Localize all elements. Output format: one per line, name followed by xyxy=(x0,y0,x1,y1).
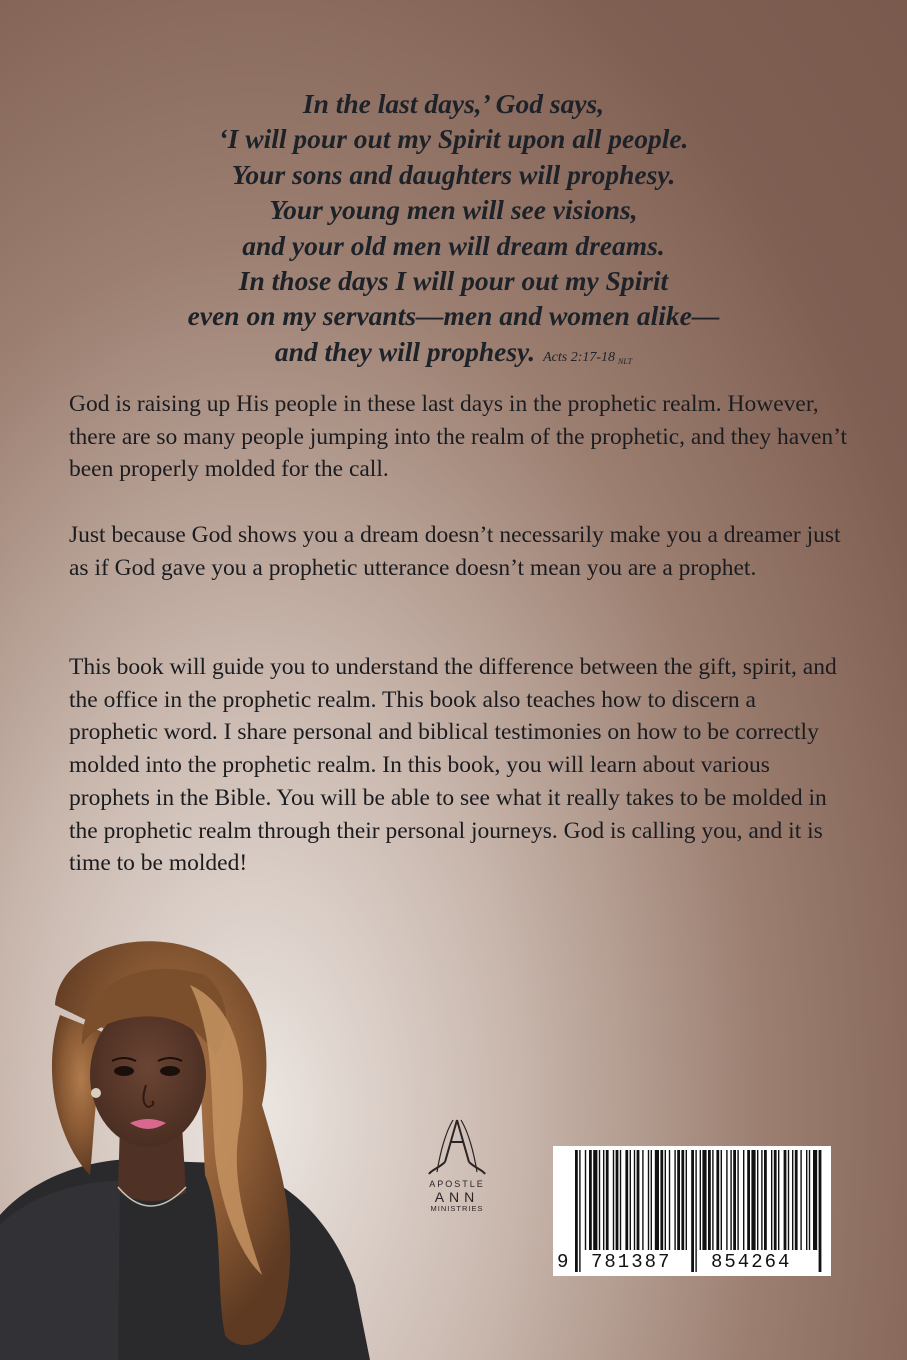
logo-word-ann: ANN xyxy=(434,1189,480,1205)
description-paragraph-1: God is raising up His people in these last days in the prophetic realm. However, there are so many people jumping into the realm of the prophetic, and they haven’t been properly molded for the call. xyxy=(69,391,848,483)
barcode-bar xyxy=(726,1150,727,1250)
barcode-digit-prefix: 9 xyxy=(557,1251,571,1273)
apostle-ann-ministries-logo xyxy=(408,1118,506,1214)
barcode-bar xyxy=(795,1150,798,1250)
barcode-bar xyxy=(681,1150,684,1250)
quote-line: ‘I will pour out my Spirit upon all people. xyxy=(218,123,689,155)
barcode-bar xyxy=(747,1150,750,1250)
barcode-bar xyxy=(761,1150,762,1250)
barcode-bar xyxy=(585,1150,586,1250)
barcode-bar xyxy=(603,1150,604,1250)
logo-word-apostle: APOSTLE xyxy=(429,1179,485,1189)
barcode-bar xyxy=(771,1150,772,1250)
stylized-double-a-logo-icon xyxy=(427,1118,487,1176)
barcode-bar xyxy=(809,1150,810,1250)
barcode-bar xyxy=(669,1150,670,1250)
scripture-quote xyxy=(60,86,847,379)
logo-word-ministries: MINISTRIES xyxy=(430,1204,484,1213)
barcode-bar xyxy=(593,1150,597,1250)
barcode-bar xyxy=(757,1150,758,1250)
barcode-bar xyxy=(686,1150,687,1250)
barcode-bar xyxy=(665,1150,666,1250)
quote-line: even on my servants—men and women alike— xyxy=(187,300,720,332)
barcode-bar xyxy=(620,1150,621,1250)
barcode-bar xyxy=(737,1150,738,1250)
barcode-bar xyxy=(642,1150,643,1250)
barcode-bar xyxy=(702,1150,706,1250)
quote-line: Your sons and daughters will prophesy. xyxy=(231,158,676,190)
barcode-bar xyxy=(599,1150,600,1250)
barcode-bar xyxy=(774,1150,777,1250)
barcode-bar xyxy=(634,1150,635,1250)
barcode-bar xyxy=(695,1150,696,1272)
barcode-bar xyxy=(730,1150,731,1250)
barcode-bar xyxy=(625,1150,628,1250)
barcode-bar xyxy=(751,1150,755,1250)
quote-line: and your old men will dream dreams. xyxy=(242,229,665,261)
barcode-bar xyxy=(700,1150,701,1250)
quote-line: In those days I will pour out my Spirit xyxy=(238,265,669,297)
barcode-bar xyxy=(674,1150,675,1250)
barcode-bar xyxy=(613,1150,614,1250)
barcode-digits-right: 854264 xyxy=(711,1251,792,1273)
scripture-reference: Acts 2:17-18 xyxy=(543,349,616,365)
quote-line: Your young men will see visions, xyxy=(269,194,638,226)
barcode-bar xyxy=(712,1150,713,1250)
barcode-bar xyxy=(630,1150,631,1250)
description-paragraph-2: Just because God shows you a dream doesn’t necessarily make you a dreamer just as if God gave you a prophetic utterance doesn’t mean you are a prophet. xyxy=(69,522,841,581)
barcode-bar xyxy=(579,1150,580,1272)
isbn-barcode xyxy=(553,1146,831,1276)
barcode-bar xyxy=(616,1150,619,1250)
barcode-digits-left: 781387 xyxy=(591,1251,672,1273)
barcode-bar xyxy=(648,1150,649,1250)
barcode-bar xyxy=(660,1150,663,1250)
quote-line: In the last days,’ God says, xyxy=(302,88,605,119)
barcode-bar xyxy=(792,1150,793,1250)
barcode-bar xyxy=(691,1150,694,1272)
barcode-bar xyxy=(784,1150,787,1250)
barcode-bar xyxy=(819,1150,822,1272)
barcode-bar xyxy=(606,1150,609,1250)
barcode-bar xyxy=(651,1150,652,1250)
barcode-bar xyxy=(764,1150,767,1250)
description-paragraph-3: This book will guide you to understand the difference between the gift, spirit, and the office in the prophetic realm. This book also teaches how to discern a prophetic word. I share personal and biblical testimonies on how to be correctly molded into the prophetic realm. In this book, you will learn about various prophets in the Bible. You will be able to see what it really takes to be molded in the prophetic realm through their personal journeys. God is calling you, and it is time to be molded! xyxy=(69,654,837,877)
barcode-bar xyxy=(800,1150,801,1250)
barcode-bar xyxy=(655,1150,659,1250)
quote-line-last xyxy=(60,334,847,379)
barcode-bar xyxy=(813,1150,817,1250)
barcode-bar xyxy=(716,1150,719,1250)
quote-line-text: and they will prophesy. xyxy=(274,335,536,367)
barcode-bar xyxy=(778,1150,779,1250)
bible-version: NLT xyxy=(618,356,633,366)
barcode-bar xyxy=(708,1150,711,1250)
barcode-bar xyxy=(721,1150,722,1250)
barcode-bar xyxy=(806,1150,807,1250)
barcode-bar xyxy=(788,1150,789,1250)
barcode-bar xyxy=(575,1150,578,1272)
barcode-bar xyxy=(637,1150,640,1250)
barcode-bar xyxy=(743,1150,744,1250)
author-portrait xyxy=(0,925,400,1360)
barcode-bar xyxy=(589,1150,592,1250)
barcode-bar xyxy=(677,1150,680,1250)
barcode-bar xyxy=(733,1150,736,1250)
